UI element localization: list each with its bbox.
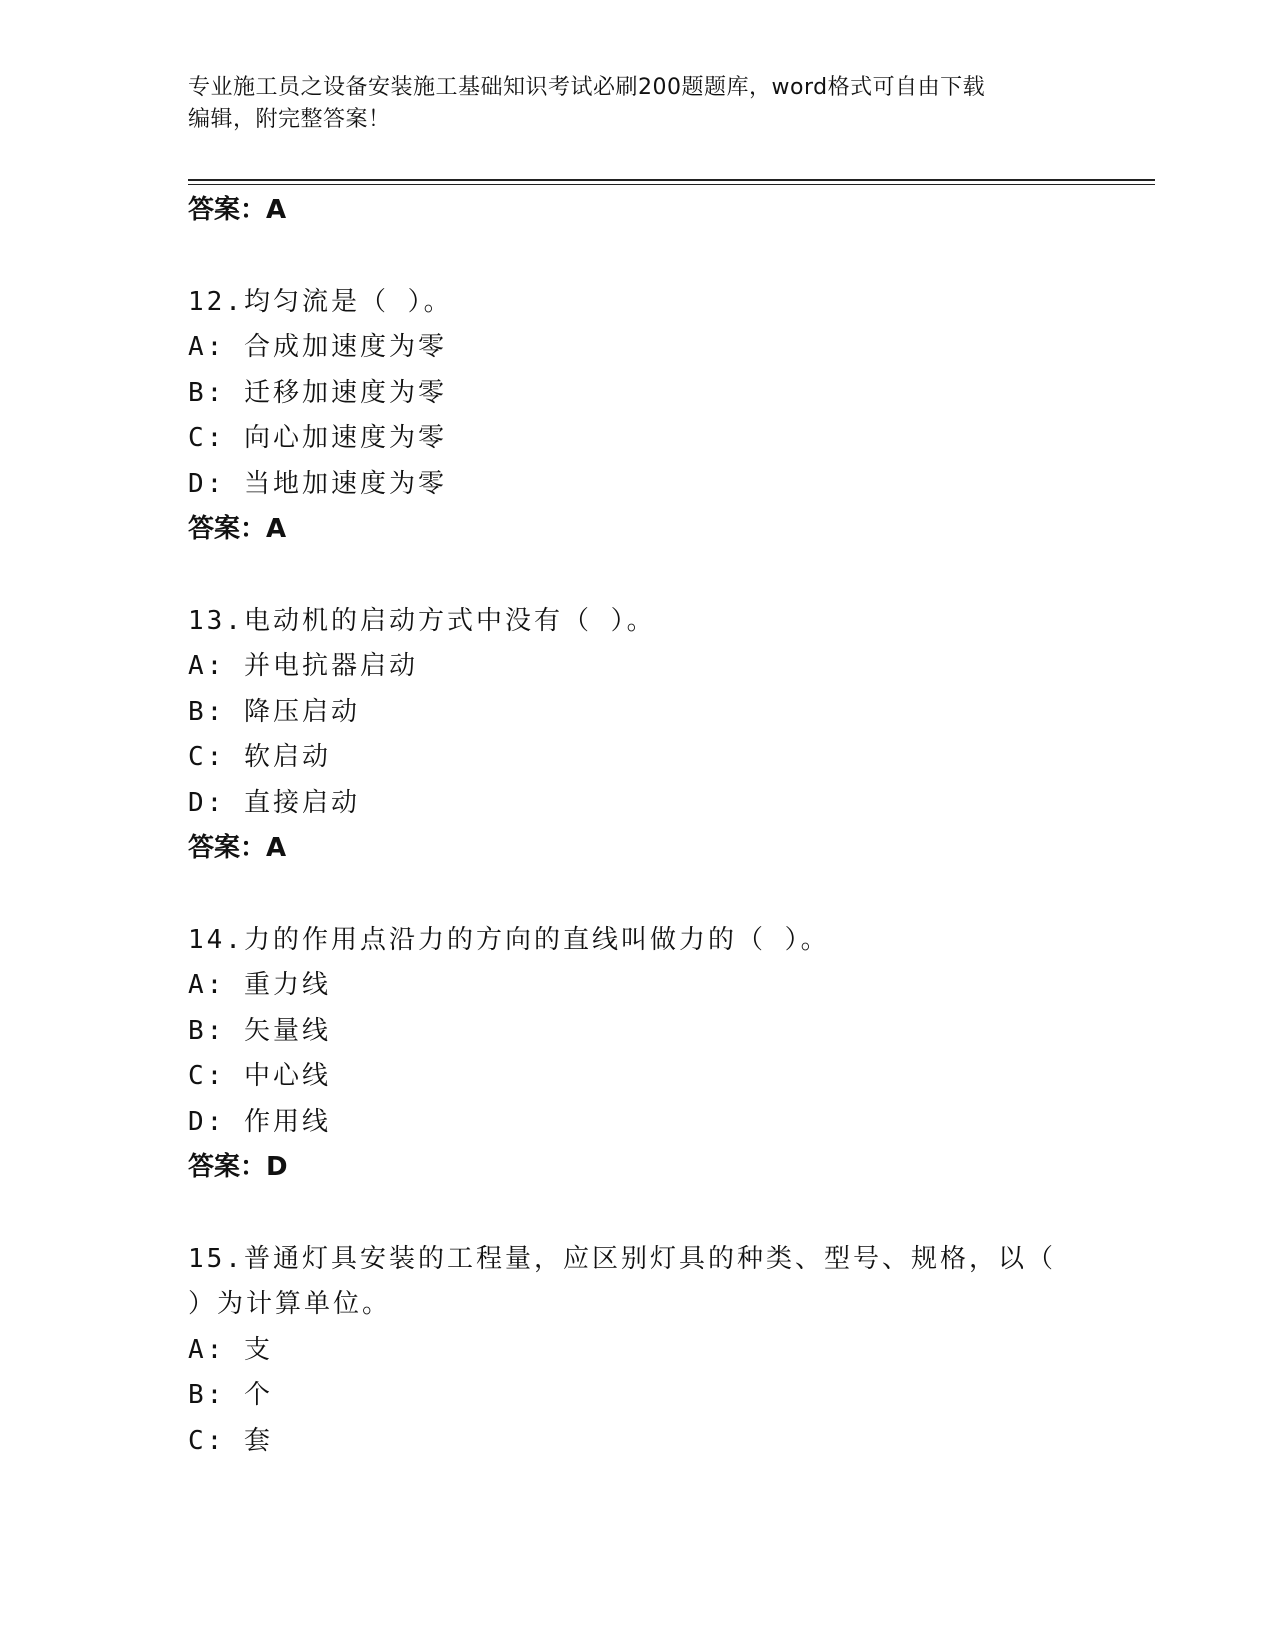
document-header bbox=[188, 72, 1068, 136]
question-14 bbox=[188, 918, 1088, 1191]
spacer bbox=[188, 1191, 1088, 1237]
header-line-1: 专业施工员之设备安装施工基础知识考试必刷200题题库，word格式可自由下载 bbox=[188, 75, 986, 100]
option-c: C: 软启动 bbox=[188, 742, 331, 772]
option-a: A: 重力线 bbox=[188, 970, 331, 1000]
option-a: A: 合成加速度为零 bbox=[188, 332, 447, 362]
question-stem-line-1: 15.普通灯具安装的工程量，应区别灯具的种类、型号、规格，以（ bbox=[188, 1243, 1056, 1274]
spacer bbox=[188, 553, 1088, 599]
option-b: B: 迁移加速度为零 bbox=[188, 377, 447, 408]
option-c: C: 中心线 bbox=[188, 1061, 331, 1091]
question-12 bbox=[188, 280, 1088, 553]
answer: 答案：A bbox=[188, 514, 287, 544]
option-c: C: 向心加速度为零 bbox=[188, 423, 447, 453]
answer: 答案：D bbox=[188, 1152, 288, 1182]
question-15 bbox=[188, 1237, 1088, 1465]
header-divider-thick bbox=[188, 179, 1155, 181]
option-a: A: 并电抗器启动 bbox=[188, 651, 418, 681]
option-d: D: 当地加速度为零 bbox=[188, 468, 447, 499]
answer: 答案：A bbox=[188, 833, 287, 863]
spacer bbox=[188, 872, 1088, 918]
question-stem: 12.均匀流是（ ）。 bbox=[188, 286, 453, 317]
answer-previous: 答案：A bbox=[188, 195, 287, 225]
option-a: A: 支 bbox=[188, 1334, 273, 1365]
option-b: B: 矢量线 bbox=[188, 1015, 331, 1046]
question-list bbox=[188, 188, 1088, 1464]
header-line-2: 编辑，附完整答案！ bbox=[188, 107, 391, 132]
option-c: C: 套 bbox=[188, 1425, 273, 1456]
option-d: D: 直接启动 bbox=[188, 787, 360, 818]
option-b: B: 降压启动 bbox=[188, 696, 360, 727]
spacer bbox=[188, 234, 1088, 280]
option-d: D: 作用线 bbox=[188, 1106, 331, 1137]
question-13 bbox=[188, 599, 1088, 872]
header-divider-thin bbox=[188, 184, 1155, 185]
question-stem-line-2: ）为计算单位。 bbox=[188, 1289, 392, 1319]
question-stem: 13.电动机的启动方式中没有（ ）。 bbox=[188, 605, 656, 636]
question-stem: 14.力的作用点沿力的方向的直线叫做力的（ ）。 bbox=[188, 924, 830, 955]
option-b: B: 个 bbox=[188, 1380, 273, 1410]
